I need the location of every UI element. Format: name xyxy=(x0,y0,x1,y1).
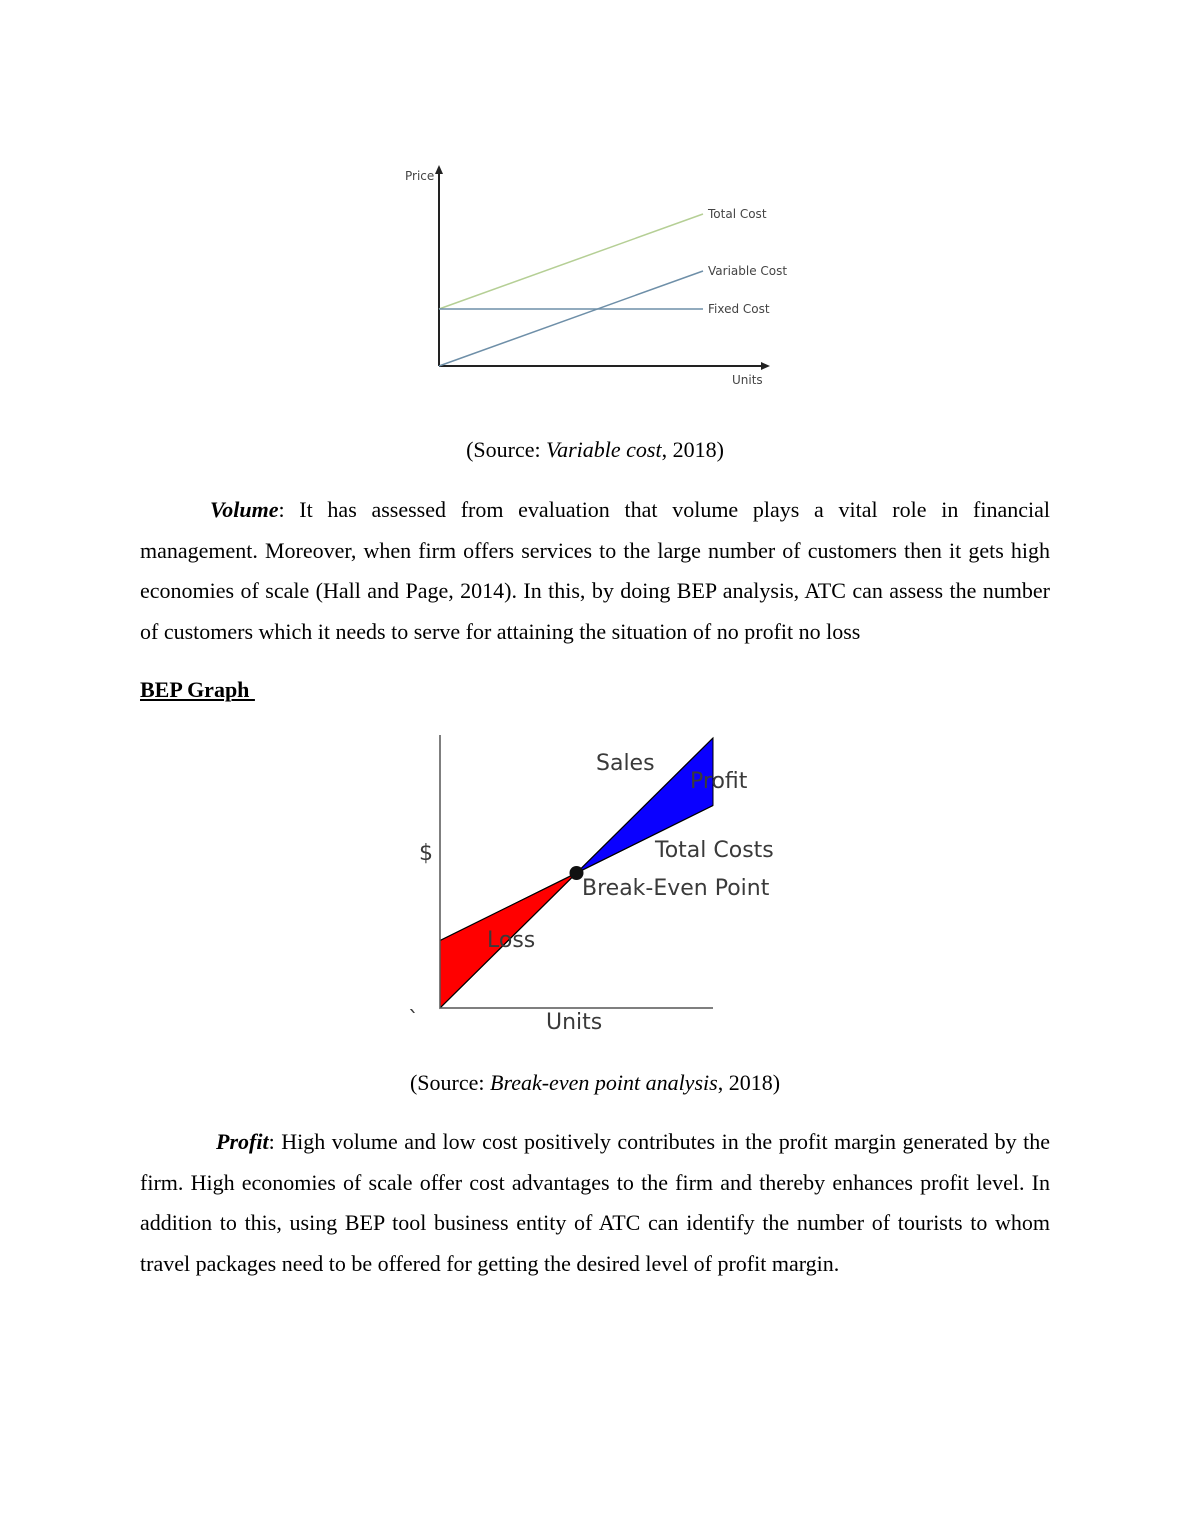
section-heading: BEP Graph xyxy=(140,677,255,702)
total-cost-line xyxy=(439,214,703,309)
stray-mark: ` xyxy=(408,1008,419,1033)
source-title: Variable cost xyxy=(546,437,662,462)
y-axis-label: $ xyxy=(419,841,433,866)
y-axis-label: Price xyxy=(405,169,435,183)
bep-chart xyxy=(405,730,790,1035)
figure-caption-1: (Source: Variable cost, 2018) xyxy=(466,437,724,462)
variable-cost-line xyxy=(439,271,703,366)
variable-cost-label: Variable Cost xyxy=(708,264,788,278)
x-axis-arrow xyxy=(761,362,770,370)
cost-chart xyxy=(395,160,795,395)
x-axis-label: Units xyxy=(732,373,763,387)
volume-paragraph: Volume: It has assessed from evaluation that volume plays a vital role in financial management. Moreover, when firm offers services to the large number of customers then it gets high economies of scale (Hall and Page, 2014). In this, by doing BEP analysis, ATC can assess the number of customers which it needs to serve for attaining the situation of no profit no loss xyxy=(140,497,1050,644)
profit-term: Profit xyxy=(216,1129,269,1154)
y-axis-arrow xyxy=(435,165,443,174)
loss-label: Loss xyxy=(487,928,536,953)
break-even-label: Break-Even Point xyxy=(582,876,770,901)
sales-label: Sales xyxy=(596,751,655,776)
x-axis-label: Units xyxy=(546,1010,603,1035)
fixed-cost-label: Fixed Cost xyxy=(708,302,770,316)
profit-label: Profit xyxy=(690,769,748,794)
source-title: Break-even point analysis xyxy=(490,1070,718,1095)
figure-caption-2: (Source: Break-even point analysis, 2018) xyxy=(409,1070,781,1095)
volume-term: Volume xyxy=(210,497,279,522)
profit-paragraph: Profit: High volume and low cost positively contributes in the profit margin generated by the firm. High economies of scale offer cost advantages to the firm and thereby enhances profit level. In addition to this, using BEP tool business entity of ATC can identify the number of tourists to whom travel packages need to be offered for getting the desired level of profit margin. xyxy=(140,1129,1050,1276)
total-costs-label: Total Costs xyxy=(655,838,774,863)
total-cost-label: Total Cost xyxy=(708,207,767,221)
